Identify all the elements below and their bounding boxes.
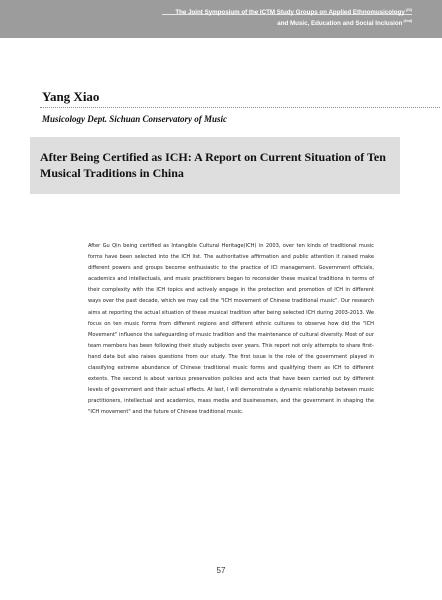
author-name: Yang Xiao [42,89,100,104]
running-header-line-1 [175,6,412,17]
running-header-line-2-sup: (2nd) [403,19,412,24]
running-header-line-2-text: and Music, Education and Social Inclusion [277,20,403,28]
dotted-divider [40,107,440,108]
running-header-line-1-text: The Joint Symposium of the ICTM Study Groups on Applied Ethnomusicology [175,9,405,17]
title-box [30,137,400,194]
author-affiliation: Musicology Dept. Sichuan Conservatory of Music [42,114,228,124]
paper-title: After Being Certified as ICH: A Report on Current Situation of Ten Musical Traditions in China [40,150,386,180]
abstract-text: After Gu Qin being certified as Intangible Cultural Heritage(ICH) in 2003, over ten kinds of traditional music forms have been selected into the ICH list. The authoritative affirmation and public attention it raised make different powers and groups become enthusiastic to the practice of ICI management. Government officials, academics and intellectuals, and music practitioners began to reconsider these musical traditions in terms of their complexity with the ICH topics and actively engage in the protection and promotion of ICH in different ways over the past decade, which we may call the "ICH movement of Chinese traditional music". Our research aims at reporting the actual situation of these musical tradition after being selected ICH during 2003-2013. We focus on ten music forms from different regions and different ethnic cultures to observe how did the "ICH Movement" influence the safeguarding of music tradition and the maintenance of cultural diversity. Most of our team members has been following their study subjects over years. This report not only attempts to share first-hand data but also raises questions from our study. The first issue is the role of the government played in classifying extreme abundance of Chinese traditional music forms and qualifying them as ICH to different extents. The second is about various preservation policies and acts that have been carried out by different levels of government and their actual effects. At last, I will demonstrate a dynamic relationship between music practitioners, intellectual and academics, mass media and businessmen, and the government in shaping the "ICH movement" and the future of Chinese traditional music. [88,243,374,416]
page-number: 57 [216,566,226,575]
running-header-line-2 [175,17,412,28]
running-header-line-1-sup: (22) [405,8,412,12]
running-header [175,6,412,28]
header-band [0,0,442,38]
